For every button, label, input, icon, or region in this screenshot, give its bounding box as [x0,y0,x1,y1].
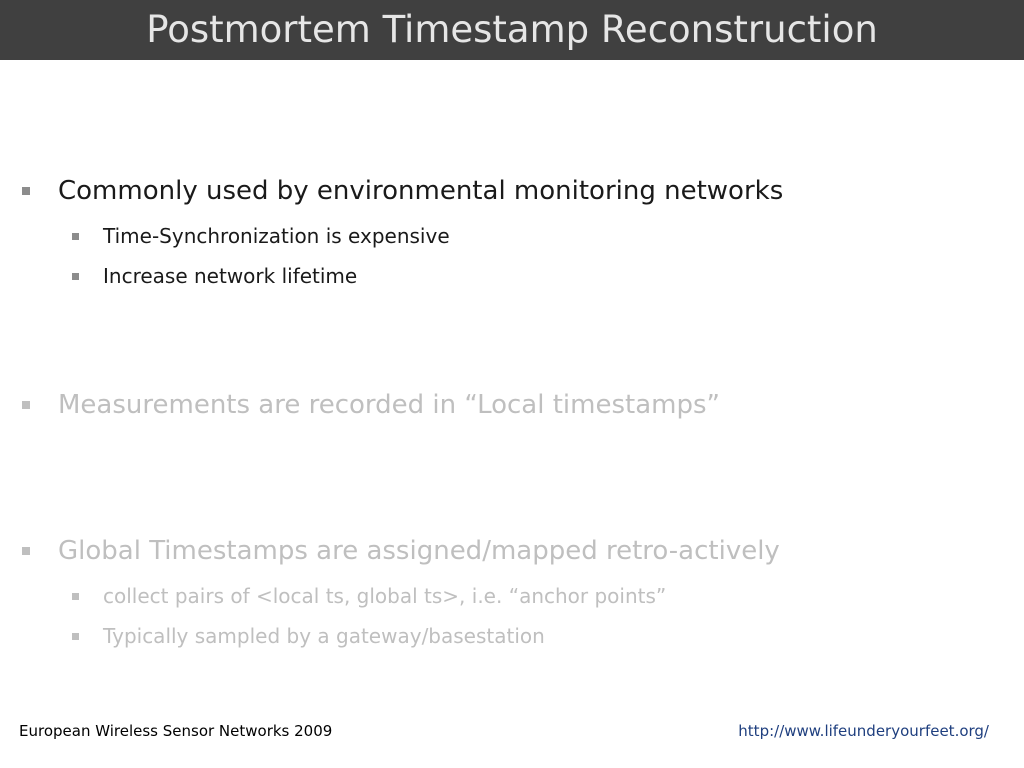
bullet-square-icon [72,273,79,280]
bullet-3-sub-1-text: collect pairs of <local ts, global ts>, i.e. “anchor points” [103,584,667,608]
bullet-square-icon [72,633,79,640]
footer-conference-label: European Wireless Sensor Networks 2009 [19,722,333,740]
bullet-square-icon [22,187,30,195]
bullet-square-icon [72,233,79,240]
bullet-3-text: Global Timestamps are assigned/mapped retro-actively [58,536,780,566]
bullet-3 [58,536,780,566]
footer-website-link[interactable]: http://www.lifeunderyourfeet.org/ [738,722,989,740]
bullet-1-sub-1-text: Time-Synchronization is expensive [103,224,450,248]
bullet-square-icon [72,593,79,600]
bullet-3-sub-1 [103,584,666,608]
bullet-1-sub-2 [103,264,357,288]
bullet-2 [58,390,720,420]
bullet-1-text: Commonly used by environmental monitoring networks [58,176,784,206]
slide-title: Postmortem Timestamp Reconstruction [146,8,878,51]
bullet-3-sub-2-text: Typically sampled by a gateway/basestation [103,624,545,648]
bullet-3-sub-2 [103,624,545,648]
bullet-1 [58,176,783,206]
bullet-1-sub-2-text: Increase network lifetime [103,264,358,288]
bullet-square-icon [22,547,30,555]
bullet-2-text: Measurements are recorded in “Local timestamps” [58,390,720,420]
bullet-1-sub-1 [103,224,450,248]
bullet-square-icon [22,401,30,409]
